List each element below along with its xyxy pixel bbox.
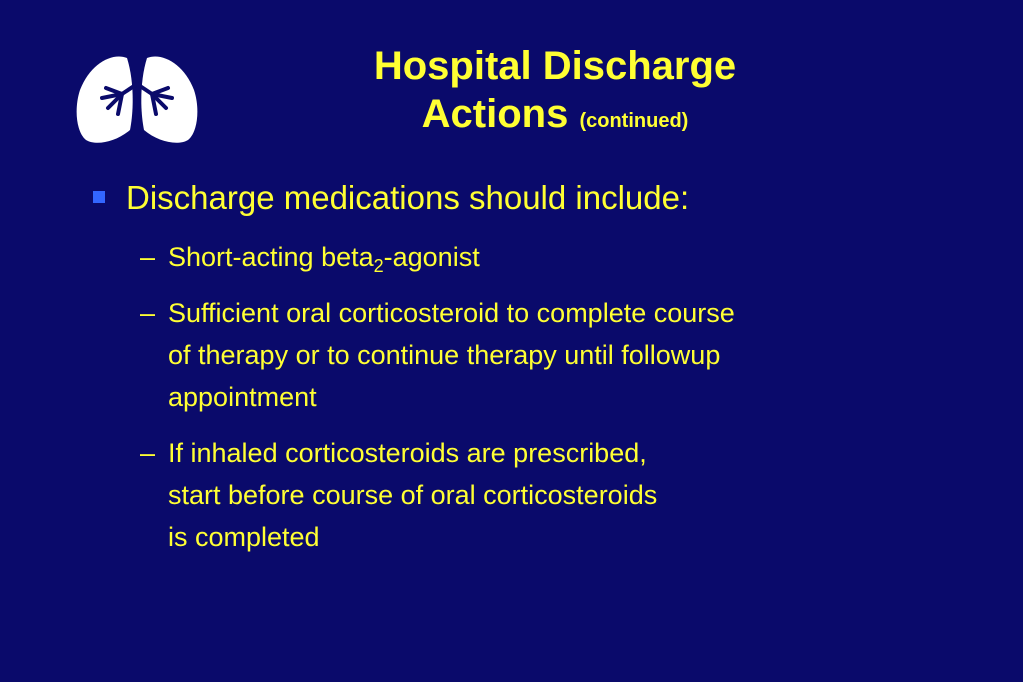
sub-item-dash: – <box>140 242 156 272</box>
sub-item-1-post: -agonist <box>383 242 480 272</box>
lungs-icon <box>72 50 202 150</box>
sub-item-dash: – <box>140 438 156 468</box>
title-continued: (continued) <box>579 110 689 132</box>
title-line-1: Hospital Discharge <box>373 44 737 88</box>
sub-item-dash: – <box>140 298 156 328</box>
sub-item-2-line-3: appointment <box>168 382 317 412</box>
sub-item-3-line-1: If inhaled corticosteroids are prescribed, <box>168 438 647 468</box>
sub-item-1-pre: Short-acting beta <box>168 242 374 272</box>
slide-title <box>230 42 880 145</box>
sub-item-1 <box>140 236 480 278</box>
sub-item-3-line-2: start before course of oral corticosteroids <box>168 480 658 510</box>
sub-item-text <box>168 236 480 278</box>
sub-item-2-line-1: Sufficient oral corticosteroid to complete course <box>168 298 735 328</box>
title-actions: Actions <box>421 92 569 136</box>
main-bullet <box>93 176 689 220</box>
sub-item-2-line-2: of therapy or to continue therapy until followup <box>168 340 721 370</box>
title-line-2 <box>230 90 880 145</box>
sub-item-3-line-3: is completed <box>168 522 320 552</box>
bullet-square-icon <box>93 191 105 203</box>
sub-item-1-subscript: 2 <box>373 256 384 276</box>
main-bullet-text: Discharge medications should include: <box>126 179 690 216</box>
sub-item-2 <box>140 292 735 418</box>
sub-item-3 <box>140 432 657 558</box>
